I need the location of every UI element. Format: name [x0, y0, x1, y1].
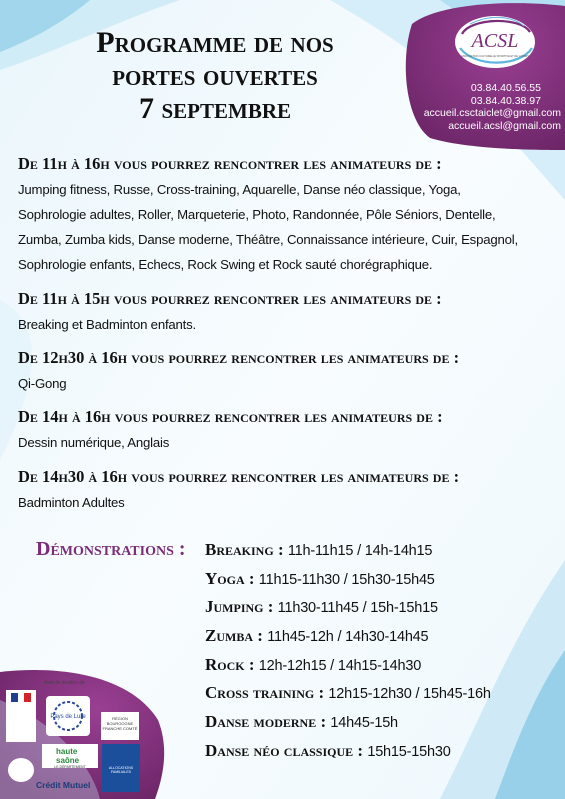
- section-heading: De 14h30 à 16h vous pourrez rencontrer les animateurs de :: [18, 467, 460, 486]
- demo-activity: Cross training: [205, 683, 315, 703]
- phone-1: 03.84.40.56.55: [470, 82, 541, 94]
- schedule-section-5: [18, 467, 558, 515]
- haute-saone-sub: LE DÉPARTEMENT: [54, 765, 86, 769]
- demo-times: 11h30-11h45 / 15h-15h15: [277, 600, 438, 617]
- caf-text: ALLOCATIONS FAMILIALES: [108, 766, 134, 774]
- demo-times: 11h45-12h / 14h30-14h45: [267, 629, 429, 646]
- pays-de-lure-logo: [46, 696, 90, 736]
- section-line: Qi-Gong: [18, 376, 67, 391]
- demo-row-jumping: Jumping : 11h30-11h45 / 15h-15h15: [205, 597, 438, 617]
- logo-tagline: ASSOCIATION CULTURELLE SPORTIVE ET DE LOISIRS: [461, 55, 529, 58]
- demo-activity: Breaking: [205, 540, 274, 559]
- section-heading: De 11h à 16h vous pourrez rencontrer les animateurs de :: [18, 154, 442, 173]
- region-logo: [101, 712, 139, 740]
- region-name: RÉGION BOURGOGNE FRANCHE COMTÉ: [102, 716, 138, 731]
- sponsors-block: [0, 676, 160, 799]
- demo-row-danse-moderne: Danse moderne : 14h45-15h: [205, 712, 398, 732]
- demo-row-breaking: Breaking : 11h-11h15 / 14h-14h15: [205, 540, 433, 559]
- demo-activity: Zumba: [205, 626, 254, 646]
- demo-activity: Danse néo classique: [205, 740, 354, 760]
- demonstrations-list: [205, 540, 560, 770]
- section-body: [18, 177, 558, 277]
- email-2[interactable]: accueil.acsl@gmail.com: [448, 119, 561, 132]
- demo-row-rock: Rock : 12h-12h15 / 14h15-14h30: [205, 654, 422, 674]
- demo-times: 12h-12h15 / 14h15-14h30: [258, 657, 422, 674]
- page-title: [30, 26, 400, 125]
- caf-logo: [102, 744, 140, 792]
- section-body: [18, 312, 558, 337]
- section-body: [18, 371, 558, 396]
- header-logo-block: [402, 6, 565, 146]
- republique-francaise-logo: [6, 690, 36, 742]
- section-body: [18, 490, 558, 515]
- section-line: Zumba, Zumba kids, Danse moderne, Théâtre, Connaissance intérieure, Cuir, Espagnol,: [18, 232, 518, 247]
- section-heading: De 14h à 16h vous pourrez rencontrer les animateurs de :: [18, 407, 443, 426]
- email-1[interactable]: accueil.csctaiclet@gmail.com: [423, 107, 561, 119]
- demo-times: 11h15-11h30 / 15h30-15h45: [258, 571, 435, 588]
- demo-row-zumba: Zumba : 11h45-12h / 14h30-14h45: [205, 626, 429, 646]
- haute-saone-logo: [42, 744, 98, 768]
- section-heading: De 11h à 15h vous pourrez rencontrer les animateurs de :: [18, 289, 442, 308]
- demo-times: 14h45-15h: [330, 715, 398, 732]
- sponsors-title: Avec le soutien de: [44, 680, 85, 686]
- lyre-logo: [8, 758, 34, 782]
- demo-row-yoga: Yoga : 11h15-11h30 / 15h30-15h45: [205, 568, 435, 588]
- credit-mutuel-logo: Crédit Mutuel: [36, 780, 91, 790]
- demo-activity: Jumping: [205, 597, 264, 617]
- section-line: Sophrologie enfants, Echecs, Rock Swing et Rock sauté chorégraphique.: [18, 257, 433, 272]
- acsl-logo: [450, 12, 540, 72]
- svg-text:Pays de Lure: Pays de Lure: [50, 714, 86, 720]
- demo-row-danse-neo-classique: Danse néo classique : 15h15-15h30: [205, 740, 451, 760]
- schedule-section-3: [18, 348, 558, 396]
- section-line: Sophrologie adultes, Roller, Marqueterie, Photo, Randonnée, Pôle Séniors, Dentelle,: [18, 207, 496, 222]
- demo-times: 12h15-12h30 / 15h45-16h: [328, 686, 491, 703]
- phone-2: 03.84.40.38.97: [470, 94, 541, 107]
- section-heading: De 12h30 à 16h vous pourrez rencontrer les animateurs de :: [18, 348, 460, 367]
- schedule-section-1: [18, 154, 558, 277]
- demo-activity: Danse moderne: [205, 712, 317, 732]
- haute-saone-text: haute saône: [56, 747, 80, 765]
- section-body: [18, 430, 558, 455]
- section-line: Badminton Adultes: [18, 495, 125, 510]
- schedule-section-4: [18, 407, 558, 455]
- section-line: Dessin numérique, Anglais: [18, 435, 170, 450]
- demonstrations-title: Démonstrations :: [36, 538, 186, 560]
- title-line-2: portes ouvertes: [112, 59, 318, 92]
- demo-activity: Rock: [205, 654, 245, 674]
- logo-text: ACSL: [471, 30, 519, 52]
- schedule-section-2: [18, 289, 558, 337]
- demo-times: 11h-11h15 / 14h-14h15: [287, 543, 433, 559]
- section-line: Breaking et Badminton enfants.: [18, 317, 197, 332]
- contact-info: [401, 82, 561, 132]
- section-line: Jumping fitness, Russe, Cross-training, Aquarelle, Danse néo classique, Yoga,: [18, 182, 461, 197]
- title-line-3: 7 septembre: [138, 92, 292, 125]
- demo-times: 15h15-15h30: [367, 743, 451, 760]
- title-line-1: Programme de nos: [96, 26, 334, 59]
- demo-row-cross-training: Cross training : 12h15-12h30 / 15h45-16h: [205, 683, 491, 703]
- demo-activity: Yoga: [205, 568, 245, 588]
